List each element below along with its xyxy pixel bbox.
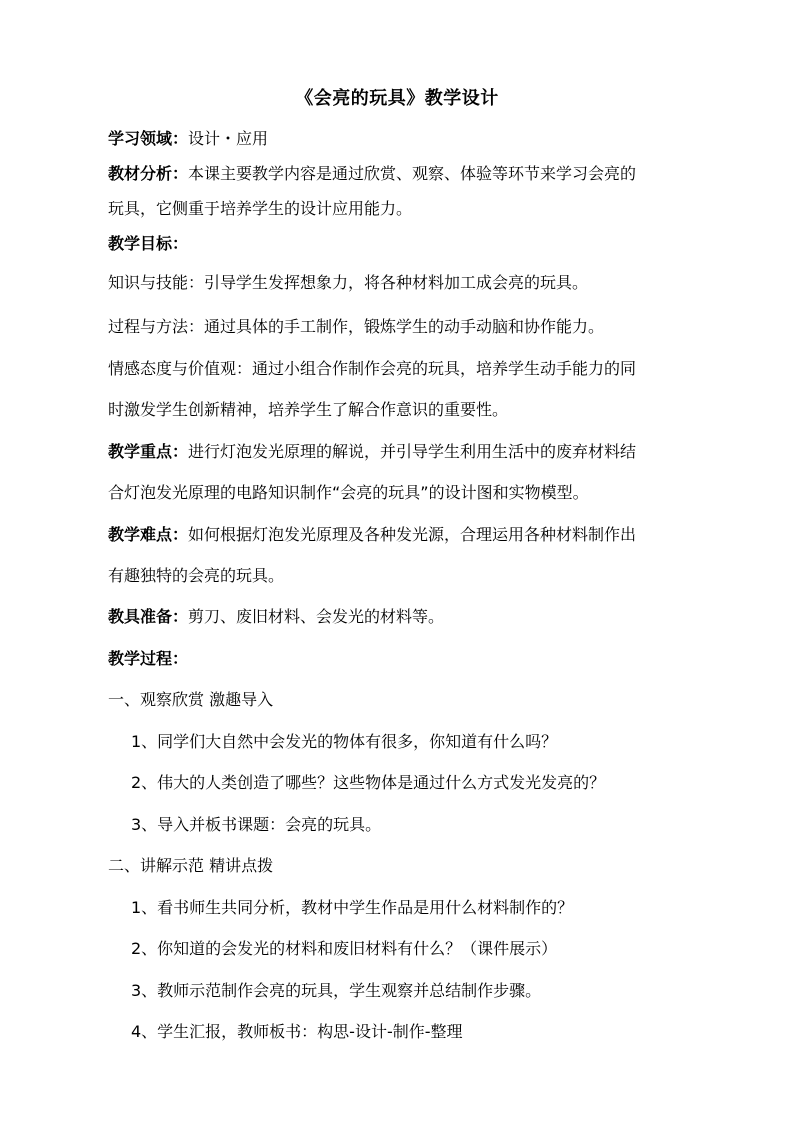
tools-line — [108, 606, 444, 628]
difficulty-line-2: 有趣独特的会亮的玩具。 — [108, 566, 285, 585]
difficulty-text-1: 如何根据灯泡发光原理及各种发光源，合理运用各种材料制作出 — [188, 525, 637, 544]
section-2-item: 2、你知道的会发光的材料和废旧材料有什么？（课件展示） — [131, 939, 558, 958]
field-line — [108, 128, 268, 150]
process-label: 教学过程： — [108, 649, 189, 668]
document-title: 《会亮的玩具》教学设计 — [295, 88, 499, 109]
key-point-text-1: 进行灯泡发光原理的解说，并引导学生利用生活中的废弃材料结 — [188, 442, 637, 461]
key-point-label: 教学重点： — [108, 442, 189, 461]
goals-process: 过程与方法：通过具体的手工制作，锻炼学生的动手动脑和协作能力。 — [108, 317, 605, 336]
tools-label: 教具准备： — [108, 607, 189, 626]
section-2-item: 4、学生汇报，教师板书：构思-设计-制作-整理 — [131, 1022, 463, 1041]
analysis-text-1: 本课主要教学内容是通过欣赏、观察、体验等环节来学习会亮的 — [188, 164, 637, 183]
analysis-line-2: 玩具，它侧重于培养学生的设计应用能力。 — [108, 199, 413, 218]
goals-emotion-2: 时激发学生创新精神，培养学生了解合作意识的重要性。 — [108, 400, 509, 419]
goals-emotion-1: 情感态度与价值观：通过小组合作制作会亮的玩具，培养学生动手能力的同 — [108, 359, 637, 378]
analysis-label: 教材分析： — [108, 164, 189, 183]
analysis-line-1 — [108, 163, 636, 185]
tools-value: 剪刀、废旧材料、会发光的材料等。 — [188, 607, 445, 626]
field-value: 设计・应用 — [188, 129, 269, 148]
section-2-item: 3、教师示范制作会亮的玩具，学生观察并总结制作步骤。 — [131, 981, 542, 1000]
key-point-line-2: 合灯泡发光原理的电路知识制作“会亮的玩具”的设计图和实物模型。 — [108, 483, 589, 502]
difficulty-label: 教学难点： — [108, 525, 189, 544]
section-1-item: 2、伟大的人类创造了哪些？这些物体是通过什么方式发光发亮的？ — [131, 773, 606, 792]
field-label: 学习领域： — [108, 129, 189, 148]
goals-label: 教学目标： — [108, 234, 189, 253]
goals-knowledge: 知识与技能：引导学生发挥想象力，将各种材料加工成会亮的玩具。 — [108, 273, 589, 292]
section-2-heading: 二、讲解示范 精讲点拨 — [108, 856, 274, 875]
section-2-item: 1、看书师生共同分析，教材中学生作品是用什么材料制作的？ — [131, 898, 574, 917]
difficulty-line-1 — [108, 524, 636, 546]
section-1-item: 1、同学们大自然中会发光的物体有很多，你知道有什么吗？ — [131, 732, 558, 751]
key-point-line-1 — [108, 441, 636, 463]
section-1-item: 3、导入并板书课题：会亮的玩具。 — [131, 815, 382, 834]
section-1-heading: 一、观察欣赏 激趣导入 — [108, 690, 274, 709]
